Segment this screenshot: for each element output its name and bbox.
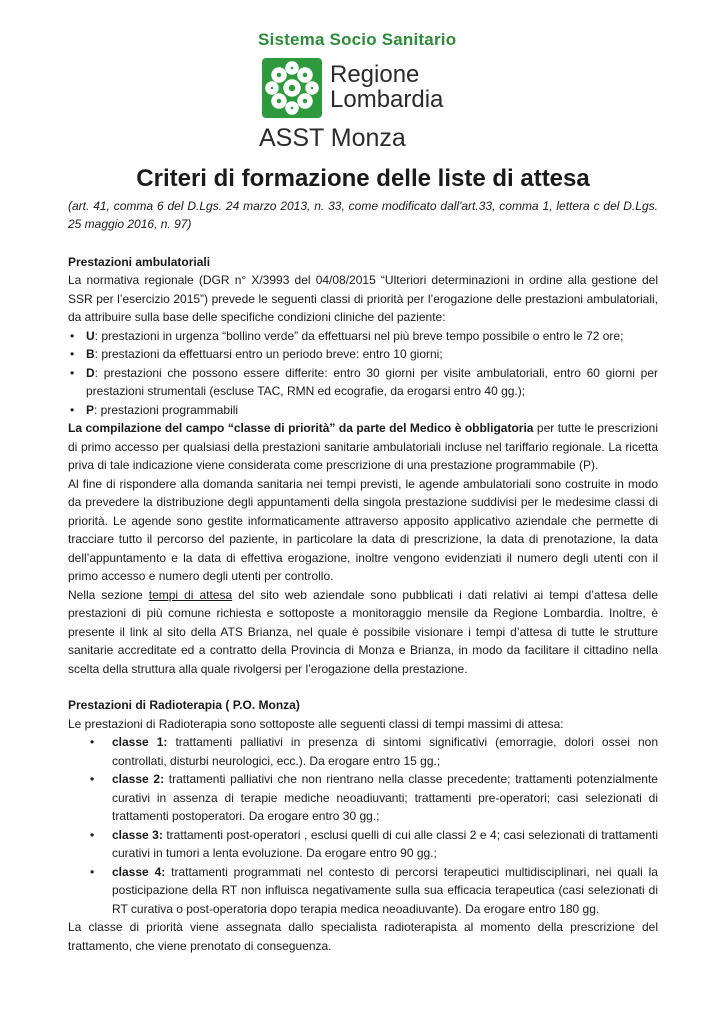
rosa-camuna-icon: [262, 58, 322, 118]
obbligatoria-text: per tutte le prescrizioni di primo accesso per qualsiasi della prestazioni sanitarie ambulatoriali incluse nel tariffario regionale. La ricetta priva di tale indicazione viene considerata come prescrizione di una prestazione programmabile (P).: [68, 421, 658, 472]
list-item: [68, 345, 658, 364]
sezione-post: del sito web aziendale sono pubblicati i dati relativi ai tempi d’attesa delle prestazioni di più comune richiesta e sottoposte a monitoraggio mensile da Regione Lombardia. Inoltre, è presente il link al sito della ATS Brianza, nel quale è possibile visionare i tempi d’attesa di tutte le strutture sanitarie accreditate ed a contratto della Provincia di Monza e Brianza, in modo da facilitare il cittadino nella scelta della struttura alla quale rivolgersi per l’erogazione della prestazione.: [68, 587, 658, 676]
class-label: classe 3:: [112, 827, 163, 842]
list-item: [68, 826, 658, 863]
class-text: : prestazioni da effettuarsi entro un periodo breve: entro 10 giorni;: [94, 347, 443, 361]
class-label: classe 1:: [112, 735, 168, 749]
class-label: classe 2:: [112, 772, 165, 786]
paragraph-sezione: [68, 586, 658, 679]
section-heading-radioterapia: Prestazioni di Radioterapia ( P.O. Monza): [68, 698, 300, 712]
class-code: U: [86, 328, 95, 343]
priority-class-list: [68, 327, 658, 420]
region-name: [330, 62, 443, 112]
section-heading-ambulatoriali: Prestazioni ambulatoriali: [68, 254, 211, 269]
sezione-pre: Nella sezione: [68, 587, 149, 602]
system-name: Sistema Socio Sanitario: [258, 30, 457, 49]
class-text: : prestazioni programmabili: [94, 402, 239, 417]
list-item: [68, 327, 658, 346]
class-code: D: [86, 365, 95, 380]
class-text: : prestazioni in urgenza “bollino verde” da effettuarsi nel più breve tempo possibile o entro le 72 ore;: [94, 328, 624, 343]
class-text: trattamenti palliativi in presenza di sintomi significativi (emorragie, dolori ossei non controllati, disturbi neurologici, ecc.). Da erogare entro 15 gg.;: [112, 735, 658, 768]
asst-name: ASST Monza: [259, 124, 406, 152]
class-text: : prestazioni che possono essere differite: entro 30 giorni per visite ambulatoriali, entro 60 giorni per prestazioni strumentali (escluse TAC, RMN ed ecografie, da erogarsi entro 40 gg.);: [86, 365, 658, 398]
region-line-2: Lombardia: [330, 86, 444, 113]
class-label: classe 4:: [112, 864, 166, 879]
list-item: [68, 863, 658, 919]
list-item: [68, 770, 658, 826]
class-text: trattamenti palliativi che non rientrano nella classe precedente; trattamenti potenzialmente curativi in assenza di terapie mediche neoadiuvanti; trattamenti pre-operatori; casi selezionati di trattamenti postoperatori. Da erogare entro 30 gg.;: [112, 772, 658, 823]
list-item: [68, 733, 658, 770]
region-line-1: Regione: [330, 61, 420, 88]
class-text: trattamenti programmati nel contesto di percorsi terapeutici multidisciplinari, nei quali la posticipazione della RT non influisca negativamente sulla sua efficacia terapeutica (casi selezionati di RT curativa o post-operatoria dopo terapia medica neoadiuvante). Da erogare entro 180 gg.: [112, 864, 658, 916]
tempi-di-attesa-link[interactable]: tempi di attesa: [148, 587, 233, 602]
class-code: P: [86, 402, 95, 417]
paragraph-radio-closing: La classe di priorità viene assegnata dallo specialista radioterapista al momento della prescrizione del trattamento, che viene prenotato di conseguenza.: [68, 920, 658, 953]
list-item: [68, 401, 658, 420]
radiotherapy-class-list: [68, 733, 658, 918]
legal-reference: (art. 41, comma 6 del D.Lgs. 24 marzo 2013, n. 33, come modificato dall'art.33, comma 1, lettera c del D.Lgs. 25 maggio 2016, n. 97): [68, 198, 658, 231]
obbligatoria-bold: La compilazione del campo “classe di priorità” da parte del Medico è obbligatoria: [68, 421, 534, 435]
page-title: Criteri di formazione delle liste di attesa: [136, 165, 590, 192]
paragraph-radio-intro: Le prestazioni di Radioterapia sono sottoposte alle seguenti classi di tempi massimi di attesa:: [68, 716, 564, 731]
paragraph-agende: Al fine di rispondere alla domanda sanitaria nei tempi previsti, le agende ambulatoriali sono costruite in modo da prevedere la distribuzione degli appuntamenti della singola prestazione suddivisi per le medesime classi di priorità. Le agende sono gestite informaticamente attraverso apposito applicativo aziendale che permette di tracciare tutto il percorso del paziente, in particolare la data di prescrizione, la data di prenotazione, la data dell’appuntamento e la data di effettiva erogazione, inoltre vengono evidenziati il numero degli utenti con il primo accesso e numero degli utenti per controllo.: [68, 476, 658, 583]
regione-lombardia-logo: [262, 58, 322, 118]
class-code: B: [86, 347, 95, 361]
document-body: [68, 165, 658, 955]
list-item: [68, 364, 658, 401]
class-text: trattamenti post-operatori , esclusi quelli di cui alle classi 2 e 4; casi selezionati di trattamenti curativi in tumori a lenta evoluzione. Da erogare entro 90 gg.;: [112, 827, 658, 860]
paragraph-normativa: La normativa regionale (DGR n° X/3993 del 04/08/2015 “Ulteriori determinazioni in ordine alla gestione del SSR per l’esercizio 2015”) prevede le seguenti classi di priorità per l’erogazione delle prestazioni ambulatoriali, da attribuire sulla base delle specifiche condizioni cliniche del paziente:: [68, 273, 658, 324]
document-header: [0, 0, 724, 160]
paragraph-obbligatoria: [68, 419, 658, 475]
